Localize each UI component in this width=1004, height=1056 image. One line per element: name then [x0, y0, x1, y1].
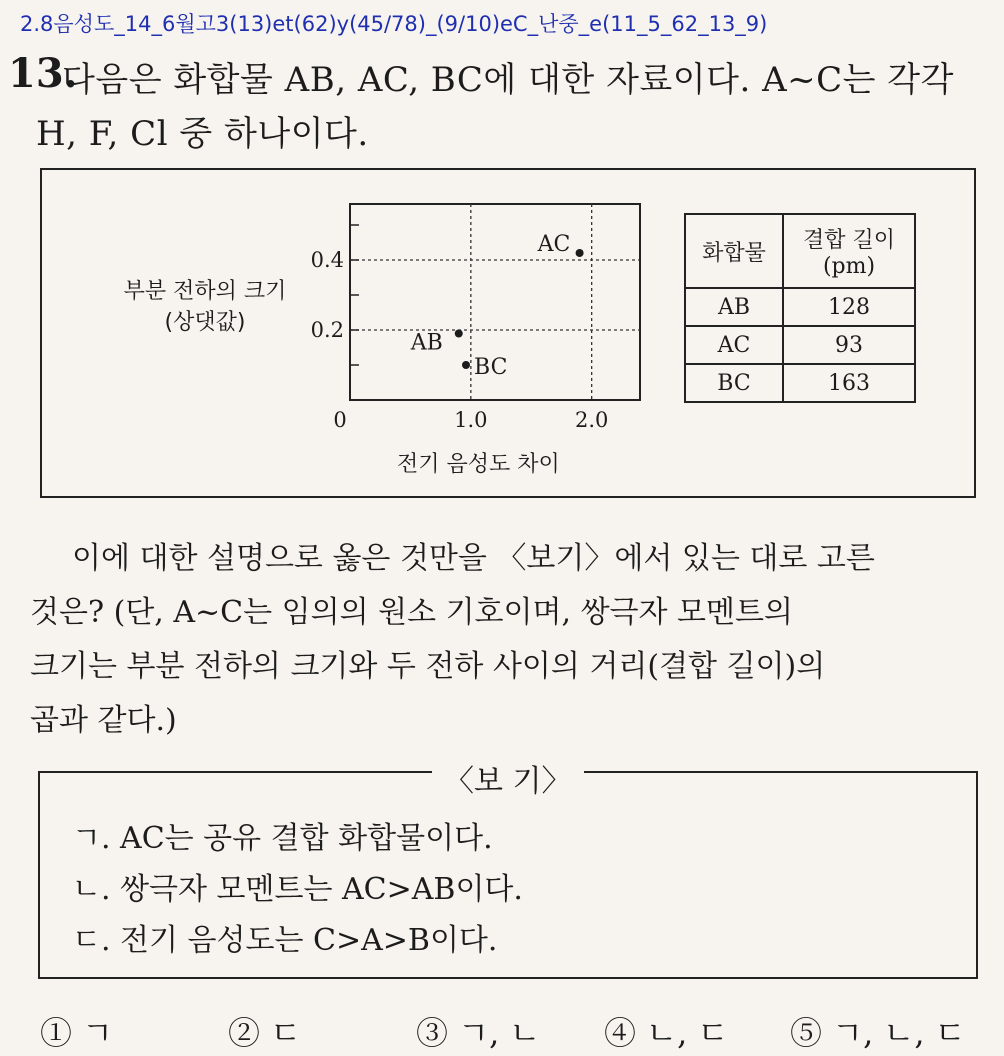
scatter-chart — [300, 190, 670, 480]
data-label-ac: AC — [537, 232, 571, 257]
table-row — [685, 364, 915, 402]
data-label-ab: AB — [410, 330, 443, 356]
table-cell-compound: BC — [685, 364, 783, 402]
table-cell-length: 163 — [783, 364, 915, 402]
instruction-line-2: 것은? (단, A~C는 임의의 원소 기호이며, 쌍극자 모멘트의 — [30, 595, 793, 630]
choice-2[interactable]: ② ㄷ — [228, 1014, 302, 1052]
header-tag: 2.8음성도_14_6월고3(13)et(62)y(45/78)_(9/10)eC_난중_e(11_5_62_13_9) — [20, 12, 768, 36]
chart-ylabel — [100, 274, 310, 336]
chart-ylabel-line1: 부분 전하의 크기 — [123, 279, 287, 304]
question-number: 13. — [8, 50, 78, 97]
data-point-bc — [462, 361, 470, 369]
bogi-item-2: ㄴ. 쌍극자 모멘트는 AC>AB이다. — [72, 872, 523, 907]
table-header-length-label: 결합 길이 — [802, 228, 895, 253]
table-header-length-unit: (pm) — [822, 254, 876, 279]
table-header-compound: 화합물 — [685, 214, 783, 288]
choice-1[interactable]: ① ㄱ — [40, 1014, 114, 1052]
x-tick-label: 0 — [333, 408, 347, 432]
instruction-line-4: 곱과 같다.) — [30, 703, 177, 738]
choice-5[interactable]: ⑤ ㄱ, ㄴ, ㄷ — [790, 1014, 966, 1052]
table-cell-compound: AC — [685, 326, 783, 364]
table-header-row — [685, 214, 915, 288]
data-label-bc: BC — [474, 355, 508, 380]
table-row — [685, 288, 915, 326]
chart-ylabel-line2: (상댓값) — [164, 310, 246, 335]
bond-length-table — [684, 213, 916, 403]
choice-3[interactable]: ③ ㄱ, ㄴ — [416, 1014, 541, 1052]
x-tick-label: 1.0 — [454, 408, 488, 432]
y-tick-label: 0.4 — [310, 248, 344, 272]
table-header-length — [783, 214, 915, 288]
chart-xlabel: 전기 음성도 차이 — [397, 452, 560, 477]
y-tick-label: 0.2 — [310, 318, 344, 342]
table-cell-compound: AB — [685, 288, 783, 326]
data-point-ac — [576, 249, 584, 257]
instruction-line-3: 크기는 부분 전하의 크기와 두 전하 사이의 거리(결합 길이)의 — [30, 649, 826, 684]
choice-4[interactable]: ④ ㄴ, ㄷ — [604, 1014, 729, 1052]
data-point-ab — [455, 330, 463, 338]
instruction-line-1: 이에 대한 설명으로 옳은 것만을 〈보기〉에서 있는 대로 고른 — [72, 541, 875, 576]
table-cell-length: 93 — [783, 326, 915, 364]
x-tick-label: 2.0 — [574, 408, 609, 432]
bogi-item-1: ㄱ. AC는 공유 결합 화합물이다. — [72, 821, 493, 856]
bogi-title: 〈보 기〉 — [432, 756, 584, 800]
table-row — [685, 326, 915, 364]
table-cell-length: 128 — [783, 288, 915, 326]
bogi-item-3: ㄷ. 전기 음성도는 C>A>B이다. — [72, 923, 498, 958]
question-line-2: H, F, Cl 중 하나이다. — [36, 114, 369, 154]
question-line-1: 다음은 화합물 AB, AC, BC에 대한 자료이다. A~C는 각각 — [62, 60, 954, 100]
